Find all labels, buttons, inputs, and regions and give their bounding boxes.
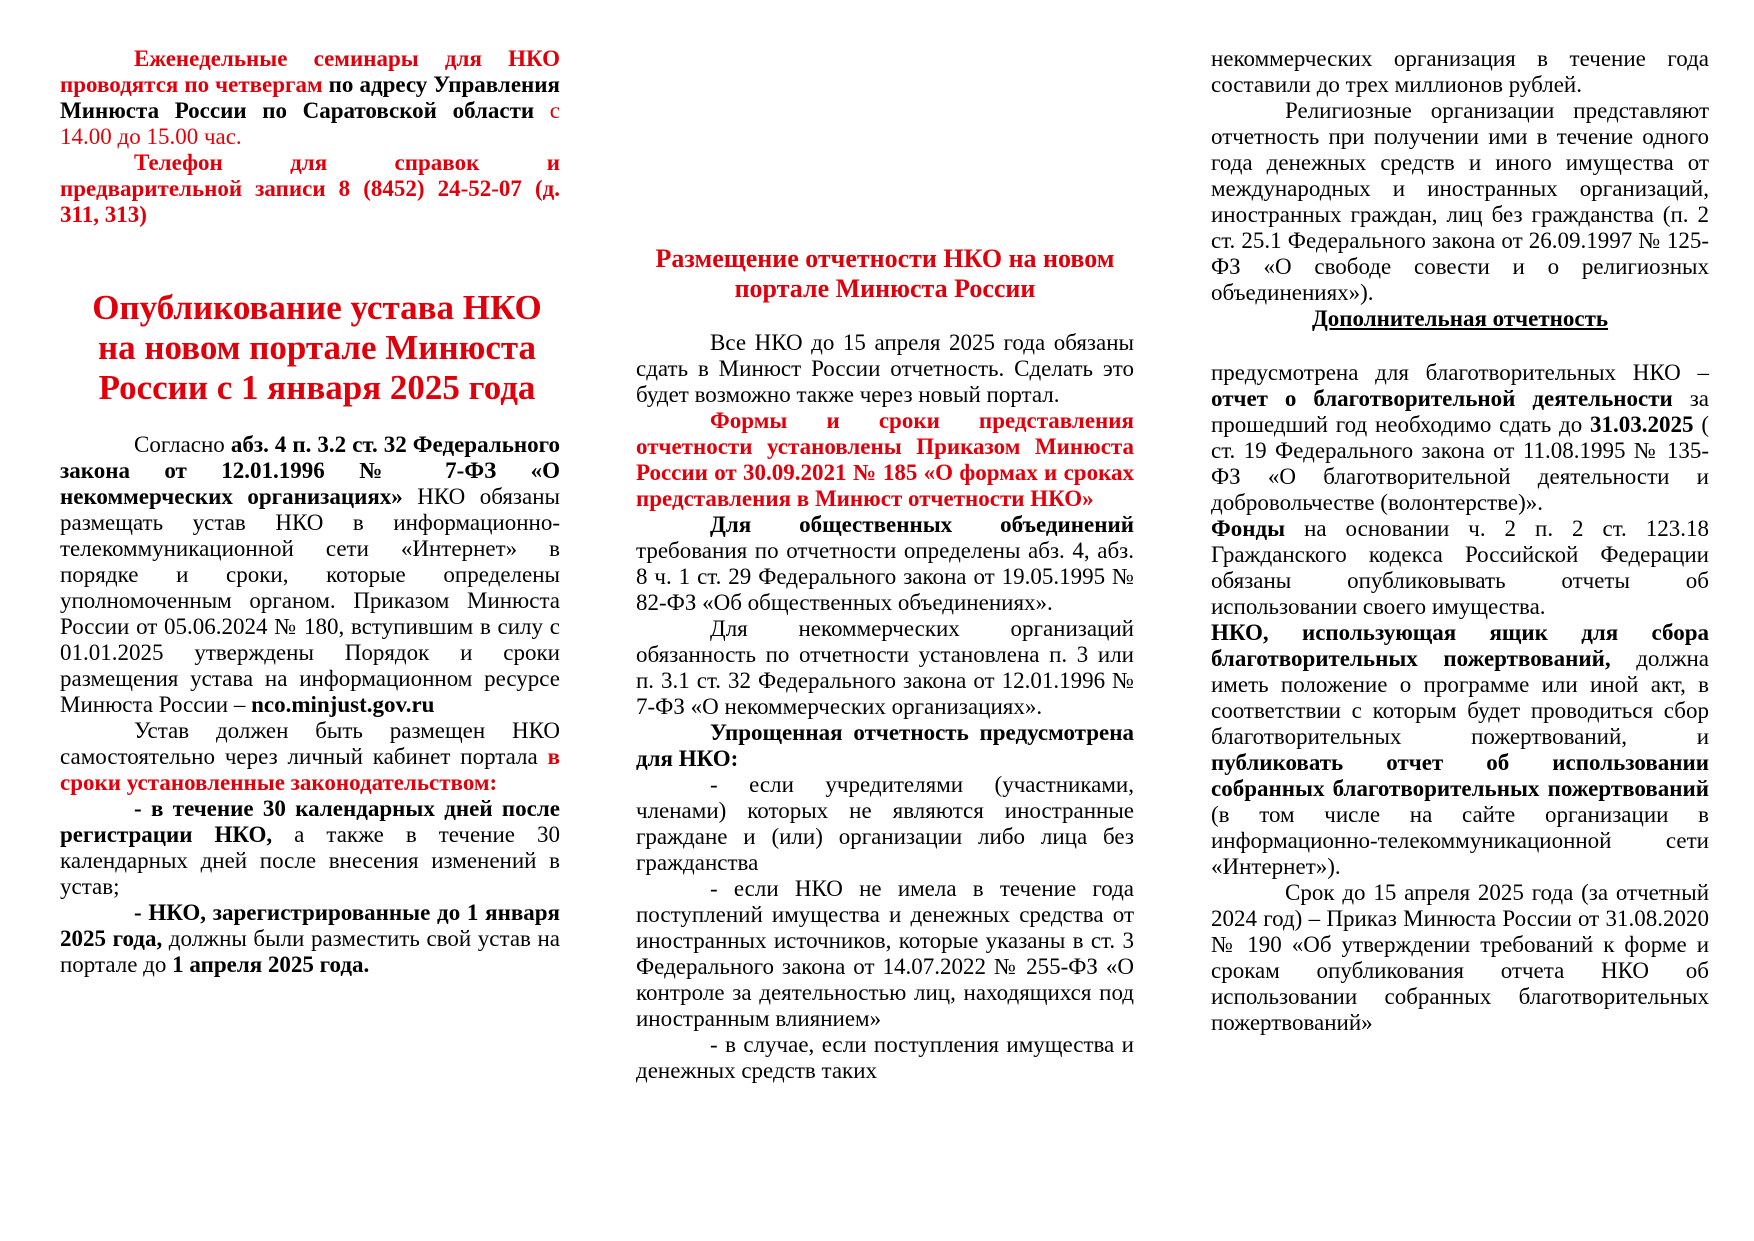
seminar-time: с 14.00 до 15.00 час. [60,98,560,149]
phone-info: Телефон для справок и предварительной записи 8 (8452) 24-52-07 (д. 311, 313) [60,150,560,227]
charter-paragraph-4: - НКО, зарегистрированные до 1 января 2025 года, должны были разместить свой устав на портале до 1 апреля 2025 года. [60,900,561,977]
reporting-paragraph-1: Все НКО до 15 апреля 2025 года обязаны сдать в Минюст России отчетность. Сделать это будет возможно также через новый портал. [636,330,1134,407]
additional-reporting-heading: Дополнительная отчетность [1311,306,1609,331]
seminar-schedule: Еженедельные семинары для НКО проводятся по четвергам [60,46,560,97]
funds-reporting: Фонды на основании ч. 2 п. 2 ст. 123.18 Гражданского кодекса Российской Федерации обязаны опубликовывать отчеты об использовании своего имущества. [1211,516,1709,619]
charter-paragraph-3: - в течение 30 календарных дней после регистрации НКО, а также в течение 30 календарных дней после внесения изменений в устав; [60,796,561,899]
deadline-paragraph: Срок до 15 апреля 2025 года (за отчетный 2024 год) – Приказ Минюста России от 31.08.2020 № 190 «Об утверждении требований к форме и срокам опубликования отчета НКО об использовании собранных благотворительных пожертвований» [1211,880,1709,1035]
religious-organizations: Религиозные организации представляют отчетность при получении ими в течение одного года денежных средств и иного имущества от международных и иностранных организаций, иностранных граждан, лиц без гражданства (п. 2 ст. 25.1 Федерального закона от 26.09.1997 № 125-ФЗ «О свободе совести и о религиозных объединениях»). [1211,98,1709,305]
simplified-item-3: - в случае, если поступления имущества и денежных средств таких [636,1032,1134,1083]
simplified-reporting-heading: Упрощенная отчетность предусмотрена для НКО: [636,720,1134,771]
column-right [1211,46,1709,1036]
charity-reporting: предусмотрена для благотворительных НКО – отчет о благотворительной деятельности за прошедший год необходимо сдать до 31.03.2025 ( ст. 19 Федерального закона от 11.08.1995 № 135-ФЗ «О благотворительной деятельности и добровольчестве (волонтерстве)». [1211,360,1709,515]
reporting-nko: Для некоммерческих организаций обязанность по отчетности установлена п. 3 или п. 3.1 ст. 32 Федерального закона от 12.01.1996 № 7-ФЗ «О некоммерческих организациях». [636,616,1134,719]
seminar-address: по адресу Управления Минюста России по Саратовской области [60,72,560,123]
page-title-charter: Опубликование устава НКО на новом портале Минюста России с 1 января 2025 года [92,288,542,407]
reporting-forms: Формы и сроки представления отчетности установлены Приказом Минюста России от 30.09.2021 № 185 «О формах и сроках представления в Минюст отчетности НКО» [636,408,1134,511]
column-left [60,46,560,978]
donation-box-reporting: НКО, использующая ящик для сбора благотворительных пожертвований, должна иметь положение о программе или иной акт, в соответствии с которым будет проводиться сбор благотворительных пожертвований, и публиковать отчет об использовании собранных благотворительных пожертвований (в том числе на сайте организации в информационно-телекоммуникационной сети «Интернет»). [1211,620,1709,879]
portal-url: nco.minjust.gov.ru [251,692,435,717]
simplified-item-2: - если НКО не имела в течение года поступлений имущества и денежных средства от иностранных источников, которые указаны в ст. 3 Федерального закона от 14.07.2022 № 255-ФЗ «О контроле за деятельностью лиц, находящихся под иностранным влиянием» [636,876,1134,1031]
page-title-reporting: Размещение отчетности НКО на новом портале Минюста России [655,244,1115,303]
reporting-public-associations: Для общественных объединений требования по отчетности определены абз. 4, абз. 8 ч. 1 ст. 29 Федерального закона от 19.05.1995 № 82-ФЗ «Об общественных объединениях». [636,512,1134,615]
simplified-item-1: - если учредителями (участниками, членами) которых не являются иностранные граждане и (или) организации либо лица без гражданства [636,772,1134,875]
column-middle [636,244,1134,1084]
charter-paragraph-1: Согласно абз. 4 п. 3.2 ст. 32 Федерального закона от 12.01.1996 № 7-ФЗ «О некоммерческих организациях» НКО обязаны размещать устав НКО в информационно-телекоммуникационной сети «Интернет» в порядке и сроки, которые определены уполномоченным органом. Приказом Минюста России от 05.06.2024 № 180, вступившим в силу с 01.01.2025 утверждены Порядок и сроки размещения устава на информационном ресурсе Минюста России – nco.minjust.gov.ru [60,432,560,717]
charter-paragraph-2: Устав должен быть размещен НКО самостоятельно через личный кабинет портала в сроки установленные законодательством: [60,718,560,795]
seminar-info [60,46,560,150]
continued-paragraph: некоммерческих организация в течение года составили до трех миллионов рублей. [1211,46,1709,97]
